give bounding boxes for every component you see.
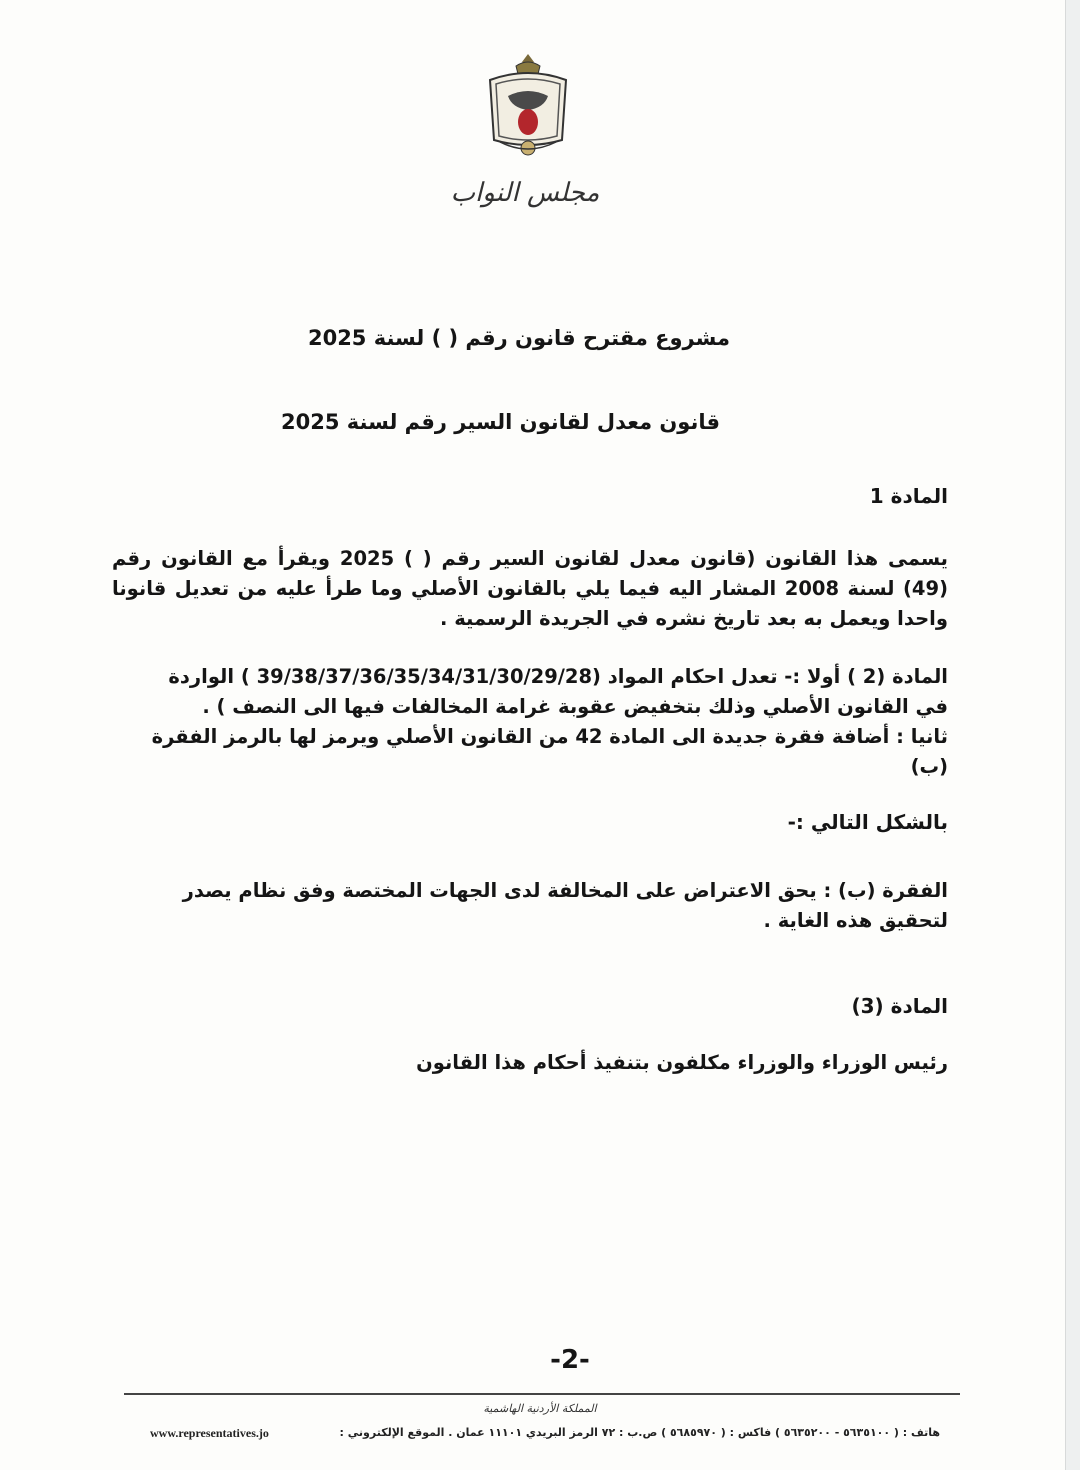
law-title: قانون معدل لقانون السير رقم لسنة 2025: [281, 410, 720, 434]
article-3-heading: المادة (3): [851, 994, 948, 1018]
article-2-line-2: في القانون الأصلي وذلك بتخفيض عقوبة غرامة المخالفات فيها الى النصف ) .: [202, 695, 948, 718]
document-title: مشروع مقترح قانون رقم ( ) لسنة 2025: [307, 326, 730, 350]
footer-contact-row: [150, 1426, 940, 1441]
form-label: بالشكل التالي :-: [787, 810, 948, 834]
article-3-text: رئيس الوزراء والوزراء مكلفون بتنفيذ أحكام هذا القانون: [416, 1051, 948, 1074]
paragraph-b-text: الفقرة (ب) : يحق الاعتراض على المخالفة لدى الجهات المختصة وفق نظام يصدر لتحقيق هذه الغاية .: [182, 879, 948, 932]
article-2-line-3: ثانيا : أضافة فقرة جديدة الى المادة 42 من القانون الأصلي ويرمز لها بالرمز الفقرة (ب): [151, 725, 948, 778]
article-1-text: يسمى هذا القانون (قانون معدل لقانون السير رقم ( ) 2025 ويقرأ مع القانون رقم (49) لسنة 2008 المشار اليه فيما يلي بالقانون الأصلي وما طرأ عليه من تعديل قانونا واحدا ويعمل به بعد تاريخ نشره في الجريدة الرسمية .: [112, 547, 948, 630]
footer-divider: [124, 1393, 960, 1395]
footer-contact-details: هاتف : ( ٥٦٣٥١٠٠ - ٥٦٣٥٢٠٠ ) فاكس : ( ٥٦٨٥٩٧٠ ) ص.ب : ٧٢ الرمز البريدي ١١١٠١ عمان . الموقع الإلكتروني :: [339, 1426, 940, 1439]
footer-organization: المملكة الأردنية الهاشمية: [483, 1402, 597, 1415]
coat-of-arms-emblem: [478, 50, 578, 165]
article-2-line-1: المادة (2 ) أولا :- تعدل احكام المواد (39/38/37/36/35/34/31/30/29/28 ) الواردة: [168, 665, 948, 688]
scan-edge: [1065, 0, 1080, 1470]
website-link[interactable]: www.representatives.jo: [150, 1426, 269, 1440]
article-2-block: [112, 662, 948, 782]
page-number: -2-: [550, 1345, 590, 1375]
council-name-logo-text: مجلس النواب: [450, 178, 600, 208]
article-1-heading: المادة 1: [869, 484, 948, 508]
